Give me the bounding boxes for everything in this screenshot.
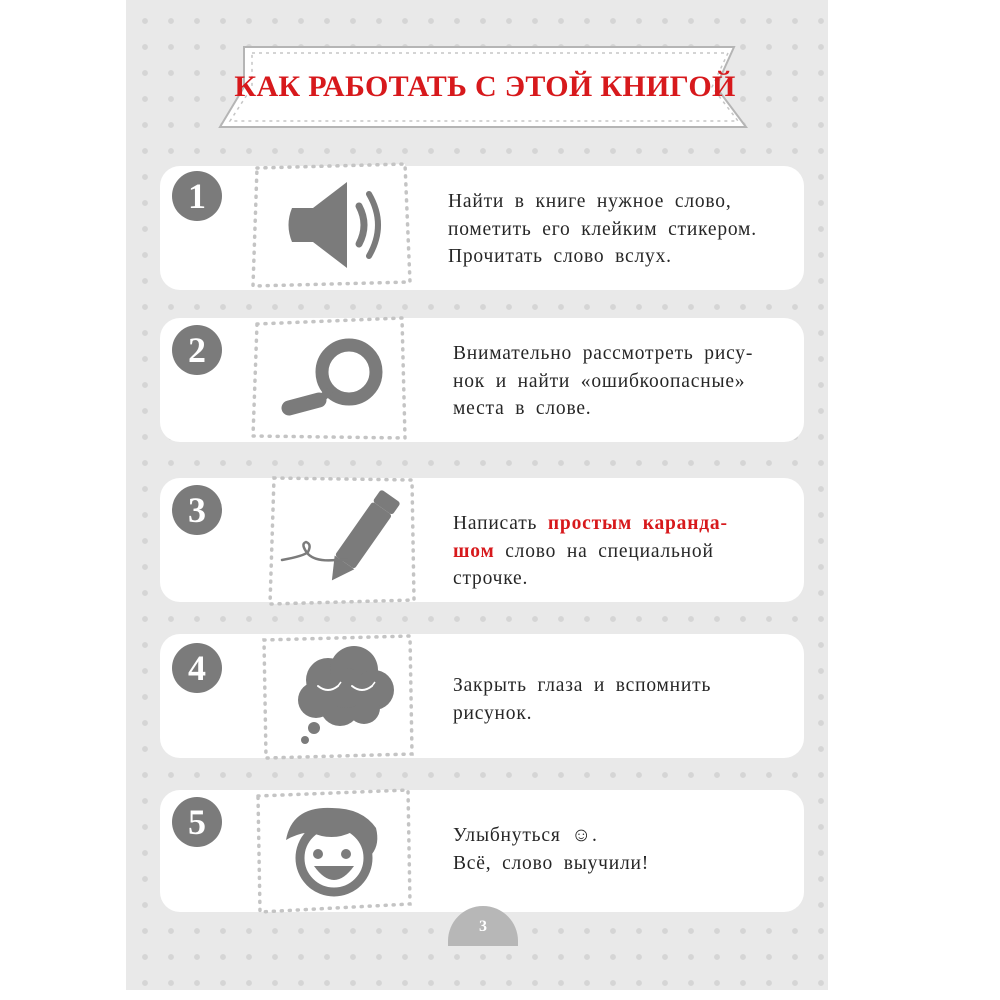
step-number-badge: 1 bbox=[172, 171, 222, 221]
text-line bbox=[453, 538, 728, 566]
speaker-icon bbox=[247, 160, 412, 290]
text-line: Закрыть глаза и вспомнить bbox=[453, 675, 712, 696]
thought-cloud-icon bbox=[256, 628, 416, 763]
step-4-text bbox=[453, 672, 711, 727]
step-number-badge: 4 bbox=[172, 643, 222, 693]
text-segment: слово на специальной bbox=[494, 540, 714, 562]
smiling-face-icon bbox=[252, 784, 414, 919]
text-line: места в слове. bbox=[453, 398, 592, 419]
text-line: Прочитать слово вслух. bbox=[448, 246, 672, 267]
title-banner bbox=[218, 45, 752, 129]
text-line: нок и найти «ошибкоопасные» bbox=[453, 370, 746, 392]
text-line: рисунок. bbox=[453, 702, 533, 724]
text-line bbox=[453, 510, 728, 538]
highlighted-text: простым каранда- bbox=[547, 513, 728, 534]
text-segment: Написать bbox=[453, 513, 548, 534]
step-number-badge: 5 bbox=[172, 797, 222, 847]
page-number: 3 bbox=[479, 918, 487, 935]
pencil-icon bbox=[264, 472, 419, 607]
step-2-text bbox=[453, 340, 753, 423]
text-line: Всё, слово выучили! bbox=[453, 852, 650, 874]
step-number-badge: 3 bbox=[172, 485, 222, 535]
page-title: КАК РАБОТАТЬ С ЭТОЙ КНИГОЙ bbox=[234, 70, 736, 103]
text-line: Внимательно рассмотреть рису- bbox=[453, 343, 754, 364]
step-number-badge: 2 bbox=[172, 325, 222, 375]
step-3-text bbox=[453, 510, 728, 593]
text-line: строчке. bbox=[453, 568, 529, 589]
text-line: пометить его клейким стикером. bbox=[448, 218, 757, 240]
magnifier-icon bbox=[245, 314, 410, 444]
text-line: Улыбнуться ☺. bbox=[453, 825, 598, 846]
step-1-text bbox=[448, 188, 757, 271]
step-5-text bbox=[453, 822, 649, 877]
highlighted-text: шом bbox=[453, 540, 495, 562]
text-line: Найти в книге нужное слово, bbox=[448, 191, 732, 212]
